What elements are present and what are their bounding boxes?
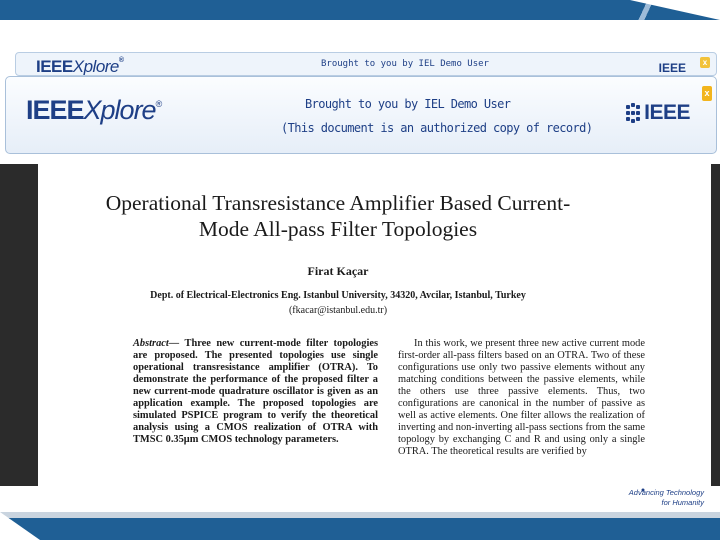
ghost-xplore-banner	[15, 52, 717, 76]
authorized-copy-text: (This document is an authorized copy of record)	[281, 121, 593, 135]
ghost-logo-reg: ®	[118, 57, 124, 64]
tagline-line-2: for Humanity	[661, 498, 704, 507]
ghost-brought-text: Brought to you by IEL Demo User	[321, 59, 489, 69]
logo-light-text: Xplore	[83, 95, 156, 125]
slide-top-bar	[0, 0, 720, 20]
ghost-ieee-xplore-logo	[36, 57, 124, 76]
tagline-line-1: Advancing Technology	[628, 488, 704, 497]
ieee-footer-dots-icon	[640, 480, 646, 486]
paper-email: (fkacar@istanbul.edu.tr)	[288, 305, 388, 316]
paper-page	[38, 164, 711, 486]
abstract-label: Abstract—	[133, 338, 180, 349]
ieee-tagline	[628, 488, 704, 508]
introduction-column	[398, 338, 645, 458]
abstract-text: Three new current-mode filter topologies are proposed. The presented topologies use single operational transresistance amplifier (OTRA). To demonstrate the performance of the proposed filter a new current-mode quadrature oscillator is given as an application example. The proposed topologies are simulated PSPICE program to verify the theoretical analysis using a CMOS realization of OTRA with TMSC 0.35μm CMOS technology parameters.	[133, 338, 378, 445]
paper-author: Firat Kaçar	[307, 264, 369, 278]
paper-affiliation: Dept. of Electrical-Electronics Eng. Istanbul University, 34320, Avcilar, Istanbul, Turkey	[150, 290, 526, 301]
page-frame-right	[711, 164, 720, 486]
introduction-text: In this work, we present three new active current mode first-order all-pass filters based on an OTRA. Two of these configurations use only two passive elements without any matching conditions between the passive elements, while the others use three passive elements. Thus, two configurations are canonical in the number of passive as well as active elements. One filter allows the realization of inverting and non-inverting all-pass sections from the same topology by exchanging C and R and using only a single OTRA. The theoretical results are verified by	[398, 338, 645, 457]
slide-top-corner	[630, 0, 720, 20]
ieee-logo	[626, 101, 690, 125]
ghost-logo-strong: IEEE	[36, 57, 73, 76]
logo-strong-text: IEEE	[26, 95, 84, 125]
close-banner-button[interactable]: x	[702, 86, 712, 101]
paper-title-line-2: Mode All-pass Filter Topologies	[198, 217, 478, 241]
brought-to-you-text: Brought to you by IEL Demo User	[305, 97, 511, 111]
registered-mark: ®	[155, 99, 163, 109]
slide-bottom-corner	[0, 512, 40, 540]
paper-title-line-1: Operational Transresistance Amplifier Based Current-	[105, 191, 571, 215]
ieee-wordmark: IEEE	[644, 101, 690, 124]
ghost-ieee-logo: IEEE	[658, 61, 686, 75]
slide-bottom-bar	[0, 518, 720, 540]
xplore-banner	[5, 76, 717, 154]
ieee-dots-icon	[626, 103, 640, 123]
ghost-close-icon[interactable]: x	[700, 57, 710, 68]
paper-title	[38, 190, 638, 242]
ieee-xplore-logo	[26, 95, 162, 126]
ghost-logo-light: Xplore	[72, 57, 119, 76]
page-frame-left	[0, 164, 38, 486]
abstract-column	[133, 338, 378, 446]
